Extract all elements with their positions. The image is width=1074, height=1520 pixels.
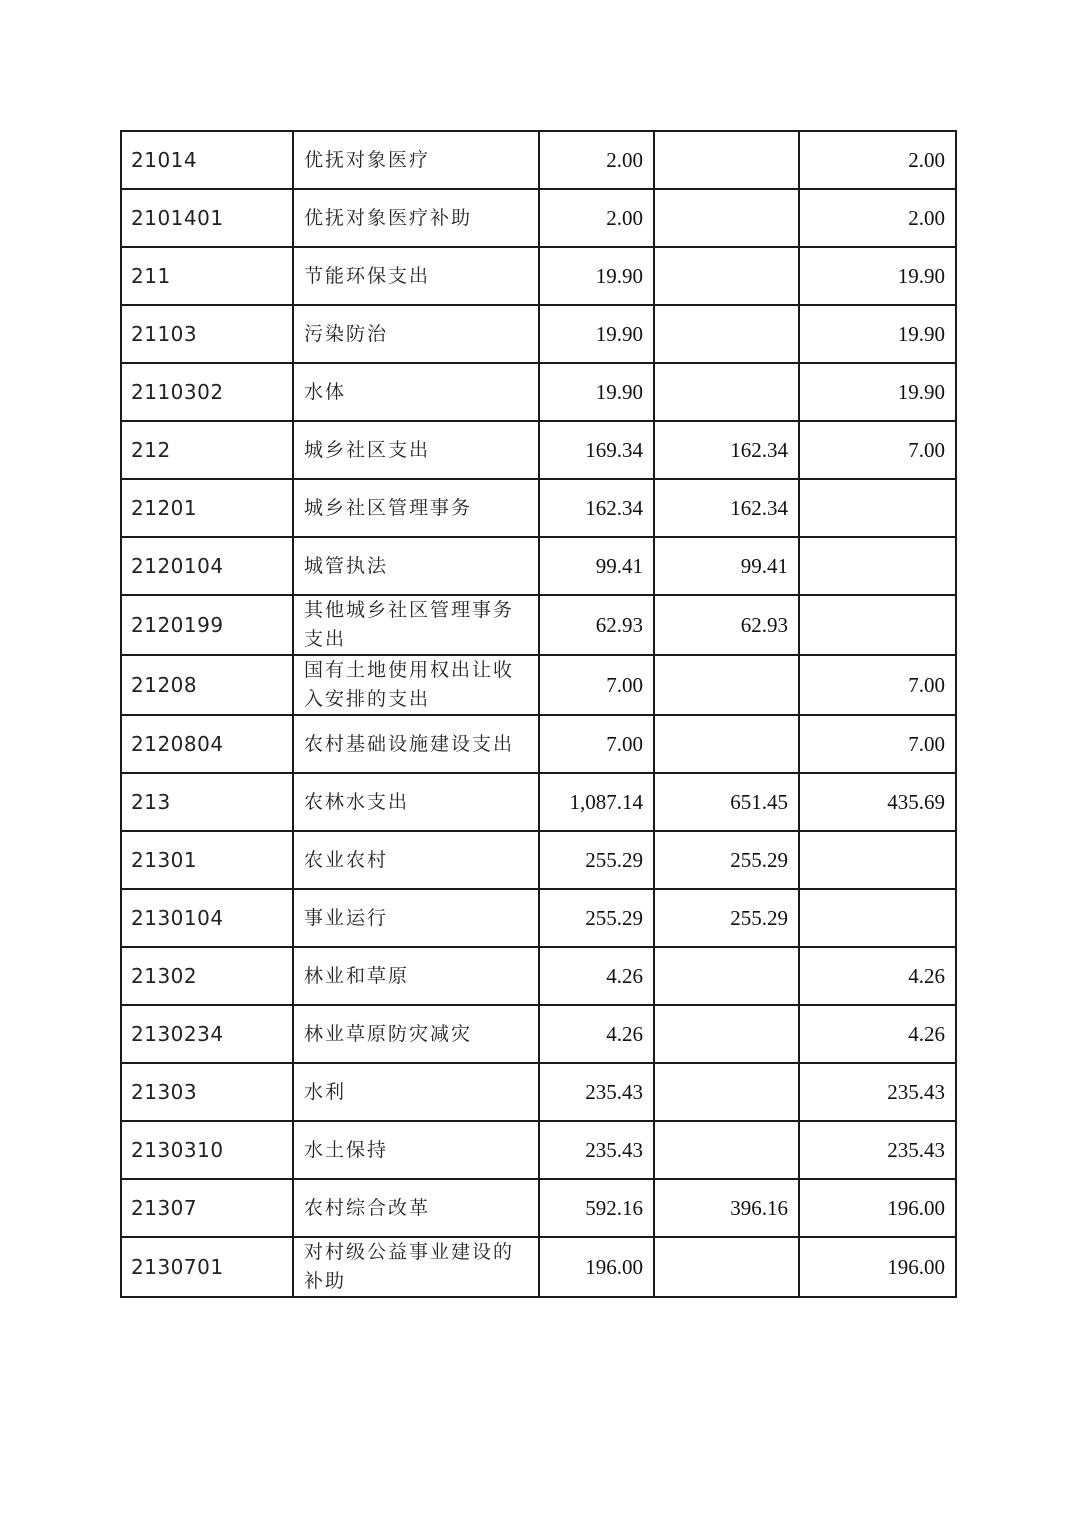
project-expenditure-cell: 7.00 <box>799 655 956 715</box>
subject-name-cell: 水利 <box>293 1063 539 1121</box>
subject-name-cell: 城乡社区管理事务 <box>293 479 539 537</box>
project-expenditure-cell <box>799 595 956 655</box>
budget-code-cell: 2130701 <box>121 1237 293 1297</box>
budget-code-cell: 21307 <box>121 1179 293 1237</box>
project-expenditure-cell: 235.43 <box>799 1121 956 1179</box>
table-row <box>121 889 956 947</box>
project-expenditure-cell: 19.90 <box>799 305 956 363</box>
table-row <box>121 595 956 655</box>
subject-name-cell: 林业和草原 <box>293 947 539 1005</box>
table-row <box>121 363 956 421</box>
project-expenditure-cell <box>799 479 956 537</box>
basic-expenditure-cell: 651.45 <box>654 773 799 831</box>
budget-code-cell: 21014 <box>121 131 293 189</box>
total-amount-cell: 2.00 <box>539 131 654 189</box>
basic-expenditure-cell: 99.41 <box>654 537 799 595</box>
expenditure-table <box>120 130 957 1298</box>
table-row <box>121 305 956 363</box>
table-row <box>121 1237 956 1297</box>
total-amount-cell: 19.90 <box>539 363 654 421</box>
total-amount-cell: 235.43 <box>539 1063 654 1121</box>
budget-code-cell: 21201 <box>121 479 293 537</box>
subject-name-cell: 农业农村 <box>293 831 539 889</box>
basic-expenditure-cell: 62.93 <box>654 595 799 655</box>
budget-code-cell: 2120199 <box>121 595 293 655</box>
table-row <box>121 189 956 247</box>
basic-expenditure-cell: 162.34 <box>654 421 799 479</box>
total-amount-cell: 2.00 <box>539 189 654 247</box>
budget-code-cell: 21301 <box>121 831 293 889</box>
basic-expenditure-cell <box>654 363 799 421</box>
total-amount-cell: 4.26 <box>539 1005 654 1063</box>
basic-expenditure-cell <box>654 1121 799 1179</box>
subject-name-cell: 农村综合改革 <box>293 1179 539 1237</box>
project-expenditure-cell: 4.26 <box>799 947 956 1005</box>
project-expenditure-cell: 435.69 <box>799 773 956 831</box>
basic-expenditure-cell <box>654 305 799 363</box>
subject-name-cell: 农林水支出 <box>293 773 539 831</box>
table-row <box>121 131 956 189</box>
subject-name-cell: 国有土地使用权出让收入安排的支出 <box>293 655 539 715</box>
subject-name-cell: 城管执法 <box>293 537 539 595</box>
table-body <box>121 131 956 1297</box>
total-amount-cell: 162.34 <box>539 479 654 537</box>
basic-expenditure-cell: 255.29 <box>654 889 799 947</box>
subject-name-cell: 水土保持 <box>293 1121 539 1179</box>
basic-expenditure-cell: 396.16 <box>654 1179 799 1237</box>
total-amount-cell: 62.93 <box>539 595 654 655</box>
budget-code-cell: 2130310 <box>121 1121 293 1179</box>
subject-name-cell: 其他城乡社区管理事务支出 <box>293 595 539 655</box>
total-amount-cell: 7.00 <box>539 655 654 715</box>
project-expenditure-cell: 7.00 <box>799 421 956 479</box>
subject-name-cell: 农村基础设施建设支出 <box>293 715 539 773</box>
table-row <box>121 1179 956 1237</box>
budget-code-cell: 21208 <box>121 655 293 715</box>
table-row <box>121 537 956 595</box>
table-row <box>121 655 956 715</box>
budget-code-cell: 2120804 <box>121 715 293 773</box>
table-row <box>121 479 956 537</box>
budget-code-cell: 21302 <box>121 947 293 1005</box>
budget-code-cell: 2120104 <box>121 537 293 595</box>
basic-expenditure-cell <box>654 1237 799 1297</box>
subject-name-cell: 水体 <box>293 363 539 421</box>
budget-code-cell: 213 <box>121 773 293 831</box>
table-row <box>121 715 956 773</box>
project-expenditure-cell: 19.90 <box>799 363 956 421</box>
total-amount-cell: 19.90 <box>539 247 654 305</box>
basic-expenditure-cell <box>654 715 799 773</box>
subject-name-cell: 城乡社区支出 <box>293 421 539 479</box>
total-amount-cell: 592.16 <box>539 1179 654 1237</box>
basic-expenditure-cell <box>654 247 799 305</box>
total-amount-cell: 255.29 <box>539 889 654 947</box>
total-amount-cell: 1,087.14 <box>539 773 654 831</box>
subject-name-cell: 事业运行 <box>293 889 539 947</box>
table-row <box>121 831 956 889</box>
project-expenditure-cell: 2.00 <box>799 189 956 247</box>
budget-code-cell: 2110302 <box>121 363 293 421</box>
budget-code-cell: 2130104 <box>121 889 293 947</box>
basic-expenditure-cell <box>654 655 799 715</box>
subject-name-cell: 优抚对象医疗补助 <box>293 189 539 247</box>
project-expenditure-cell: 19.90 <box>799 247 956 305</box>
table-row <box>121 1063 956 1121</box>
table-row <box>121 421 956 479</box>
table-row <box>121 947 956 1005</box>
total-amount-cell: 4.26 <box>539 947 654 1005</box>
total-amount-cell: 169.34 <box>539 421 654 479</box>
project-expenditure-cell <box>799 889 956 947</box>
subject-name-cell: 林业草原防灾减灾 <box>293 1005 539 1063</box>
project-expenditure-cell: 196.00 <box>799 1179 956 1237</box>
total-amount-cell: 196.00 <box>539 1237 654 1297</box>
project-expenditure-cell <box>799 537 956 595</box>
total-amount-cell: 99.41 <box>539 537 654 595</box>
table-row <box>121 247 956 305</box>
total-amount-cell: 19.90 <box>539 305 654 363</box>
basic-expenditure-cell <box>654 1063 799 1121</box>
project-expenditure-cell: 235.43 <box>799 1063 956 1121</box>
budget-code-cell: 212 <box>121 421 293 479</box>
budget-code-cell: 21103 <box>121 305 293 363</box>
table-row <box>121 1005 956 1063</box>
subject-name-cell: 对村级公益事业建设的补助 <box>293 1237 539 1297</box>
project-expenditure-cell <box>799 831 956 889</box>
budget-code-cell: 211 <box>121 247 293 305</box>
subject-name-cell: 优抚对象医疗 <box>293 131 539 189</box>
budget-code-cell: 2130234 <box>121 1005 293 1063</box>
total-amount-cell: 7.00 <box>539 715 654 773</box>
table-row <box>121 1121 956 1179</box>
basic-expenditure-cell: 255.29 <box>654 831 799 889</box>
project-expenditure-cell: 2.00 <box>799 131 956 189</box>
basic-expenditure-cell: 162.34 <box>654 479 799 537</box>
budget-code-cell: 2101401 <box>121 189 293 247</box>
expenditure-table-container <box>120 130 955 1298</box>
project-expenditure-cell: 196.00 <box>799 1237 956 1297</box>
project-expenditure-cell: 7.00 <box>799 715 956 773</box>
subject-name-cell: 污染防治 <box>293 305 539 363</box>
project-expenditure-cell: 4.26 <box>799 1005 956 1063</box>
table-row <box>121 773 956 831</box>
budget-code-cell: 21303 <box>121 1063 293 1121</box>
basic-expenditure-cell <box>654 1005 799 1063</box>
subject-name-cell: 节能环保支出 <box>293 247 539 305</box>
total-amount-cell: 235.43 <box>539 1121 654 1179</box>
total-amount-cell: 255.29 <box>539 831 654 889</box>
basic-expenditure-cell <box>654 947 799 1005</box>
basic-expenditure-cell <box>654 131 799 189</box>
basic-expenditure-cell <box>654 189 799 247</box>
